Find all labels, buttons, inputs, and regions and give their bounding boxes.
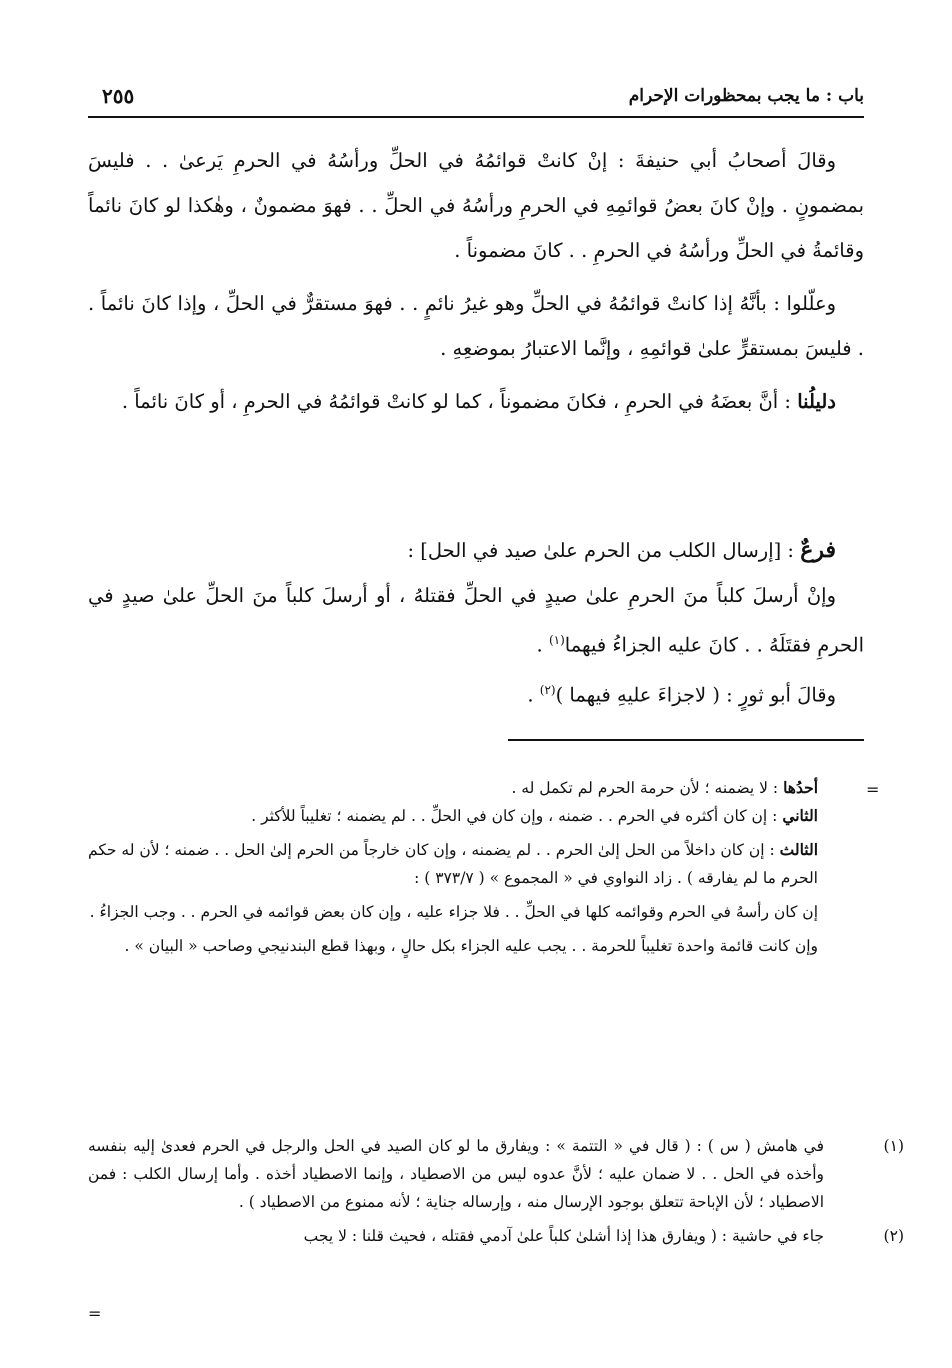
note-third-view: الثالث : إن كان داخلاً من الحل إلىٰ الحرم . . لم يضمنه ، وإن كان خارجاً من الحرم إلىٰ الحل . . ضمنه ؛ لأن له حكم الحرم ما لم يفارقه ) . زاد النواوي في « المجموع » ( ٣٧٣/٧ ) : (88, 840, 818, 887)
chapter-title: باب : ما يجب بمحظورات الإحرام (628, 86, 864, 106)
footnotes-numbered (88, 1132, 904, 1250)
footnote-2-number: (٢) (883, 1227, 904, 1245)
continuation-mark-bottom: = (88, 1304, 102, 1323)
branch-section (88, 528, 864, 717)
running-header (88, 82, 864, 118)
footnotes (88, 774, 818, 960)
note-first-view: أحدُها : لا يضمنه ؛ لأن حرمة الحرم لم تكمل له . (511, 778, 818, 797)
paragraph-abu-thawr: وقالَ أبو ثورٍ : ( لاجزاءَ عليهِ فيهما )$^{(٢)}$ . (527, 682, 836, 706)
continuation-mark: = (866, 780, 880, 799)
paragraph-evidence: دليلُنا : أنَّ بعضَهُ في الحرمِ ، فكانَ مضموناً ، كما لو كانتْ قوائمُهُ في الحرمِ ، أو كانَ نائماً . (121, 390, 836, 413)
page-number: ٢٥٥ (102, 84, 135, 108)
note-nawawi-1: إن كان رأسهُ في الحرم وقوائمه كلها في الحلِّ . . فلا جزاء عليه ، وإن كان بعض قوائمه في الحرم . . وجب الجزاءُ . (89, 903, 818, 921)
footnote-1: (١)في هامش ( س ) : ( قال في « التتمة » : ويفارق ما لو كان الصيد في الحل والرجل في الحرم فعدىٰ إليه بنفسه وأخذه في الحل . . لا ضمان عليه ؛ لأنَّ عدوه ليس من الاصطياد ، وإنما الاصطياد أخذه . وأما إرسال الكلب : فمن الاصطياد ؛ لأن الإباحة تتعلق بوجود الإرسال منه ، وإرساله جناية ؛ لأنه ممنوع من الاصطياد ) . (88, 1132, 864, 1216)
note-second-view: الثاني : إن كان أكثره في الحرم . . ضمنه ، وإن كان في الحلِّ . . لم يضمنه ؛ تغليباً للأكثر . (251, 806, 818, 825)
footnote-2: (٢)جاء في حاشية : ( ويفارق هذا إذا أشلىٰ كلباً علىٰ آدمي فقتله ، فحيث قلنا : لا يجب (88, 1222, 864, 1250)
branch-heading: فرعٌ : [إرسال الكلب من الحرم علىٰ صيد في الحل] : (407, 537, 836, 563)
footnote-separator (508, 739, 864, 741)
footnote-1-number: (١) (883, 1137, 904, 1155)
paragraph-dog-ruling: وإنْ أرسلَ كلباً منَ الحرمِ علىٰ صيدٍ في الحلِّ فقتلهُ ، أو أرسلَ كلباً منَ الحلِّ علىٰ صيدٍ في الحرمِ فقتَلَهُ . . كانَ عليه الجزاءُ فيهما$^{(١)}$ . (88, 584, 864, 657)
main-text (88, 138, 864, 424)
evidence-label: دليلُنا (797, 390, 836, 413)
note-nawawi-2: وإن كانت قائمة واحدة تغليباً للحرمة . . يجب عليه الجزاء بكل حالٍ ، وبهذا قطع البندنيجي وصاحب « البيان » . (124, 937, 818, 955)
paragraph-hanafi-view: وقالَ أصحابُ أبي حنيفةَ : إنْ كانتْ قوائمُهُ في الحلِّ ورأسُهُ في الحرمِ يَرعىٰ . . فليسَ بمضمونٍ . وإنْ كانَ بعضُ قوائمِهِ في الحرمِ ورأسُهُ في الحلِّ . . فهوَ مضمونٌ ، وهٰكذا لو كانَ نائماً وقائمةُ في الحلِّ ورأسُهُ في الحرمِ . . كانَ مضموناً . (88, 149, 864, 262)
branch-label: فرعٌ (800, 537, 836, 563)
footnote-ref-1[interactable]: (١) (548, 633, 565, 647)
footnote-ref-2[interactable]: (٢) (539, 682, 556, 697)
paragraph-reasoning: وعلّلوا : بأنَّهُ إذا كانتْ قوائمُهُ في الحلِّ وهو غيرُ نائمٍ . . فهوَ مستقرٌّ في الحلِّ ، وإذا كانَ نائماً . . فليسَ بمستقرٍّ علىٰ قوائمِهِ ، وإنَّما الاعتبارُ بموضعِهِ . (88, 292, 864, 360)
